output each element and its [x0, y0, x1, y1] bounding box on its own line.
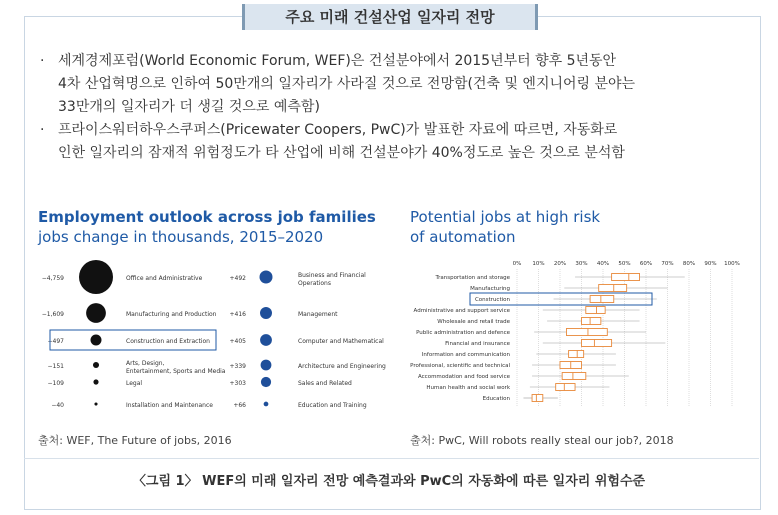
x-tick-label: 20%: [553, 261, 567, 267]
loss-category-label: Construction and Extraction: [126, 338, 210, 345]
iqr-box: [612, 274, 640, 281]
x-tick-label: 60%: [639, 261, 653, 267]
loss-category-label: Office and Administrative: [126, 275, 203, 282]
loss-category-label: Entertainment, Sports and Media: [126, 368, 226, 375]
x-tick-label: 70%: [661, 261, 674, 267]
gain-category-label: Education and Training: [298, 402, 367, 409]
gain-category-label: Business and Financial: [298, 272, 366, 279]
figure-title: 주요 미래 건설산업 일자리 전망: [242, 4, 538, 30]
loss-category-label: Manufacturing and Production: [126, 311, 217, 318]
x-tick-label: 80%: [682, 261, 696, 267]
bullet-line: 인한 일자리의 잠재적 위험정도가 타 산업에 비해 건설분야가 40%정도로 높은 것으로 분석함: [58, 145, 625, 161]
iqr-box: [582, 318, 601, 325]
loss-value-label: −4,759: [41, 275, 64, 282]
right-chart-title-line1: Potential jobs at high risk: [410, 208, 601, 226]
left-chart-title: [38, 207, 376, 247]
gain-category-label: Architecture and Engineering: [298, 363, 386, 370]
loss-bubble: [93, 362, 99, 368]
bullet-line: 33만개의 일자리가 더 생길 것으로 예측함): [58, 99, 320, 115]
left-chart-title-line1: Employment outlook across job families: [38, 208, 376, 226]
gain-bubble: [260, 307, 272, 319]
figure-caption: 〈그림 1〉 WEF의 미래 일자리 전망 예측결과와 PwC의 자동화에 따른 일자리 위험수준: [132, 474, 646, 489]
loss-category-label: Legal: [126, 380, 143, 387]
loss-bubble: [91, 335, 102, 346]
x-tick-label: 40%: [596, 261, 610, 267]
gain-bubble: [260, 271, 273, 284]
bullet-item: [38, 50, 748, 119]
bullet-line: 4차 산업혁명으로 인하여 50만개의 일자리가 사라질 것으로 전망함(건축 및 엔지니어링 분야는: [58, 76, 636, 92]
category-label: Construction: [474, 297, 510, 303]
category-label: Information and communication: [421, 352, 510, 358]
iqr-box: [556, 384, 575, 391]
gain-category-label: Management: [298, 311, 338, 318]
right-chart-source: 출처: PwC, Will robots really steal our job?, 2018: [410, 434, 674, 447]
x-tick-label: 0%: [512, 261, 522, 267]
iqr-box: [582, 340, 612, 347]
x-tick-label: 90%: [704, 261, 717, 267]
left-chart-title-line2: jobs change in thousands, 2015–2020: [38, 228, 324, 246]
iqr-box: [590, 296, 614, 303]
iqr-box: [562, 373, 586, 380]
category-label: Wholesale and retail trade: [437, 319, 510, 325]
iqr-box: [532, 395, 543, 402]
gain-value-label: +416: [229, 311, 246, 318]
category-label: Education: [482, 396, 510, 402]
gain-category-label: Sales and Related: [298, 380, 352, 387]
category-label: Professional, scientific and technical: [410, 363, 510, 369]
iqr-box: [599, 285, 627, 292]
gain-value-label: +339: [229, 363, 246, 370]
category-label: Financial and insurance: [445, 341, 510, 347]
loss-category-label: Installation and Maintenance: [126, 402, 213, 409]
loss-bubble: [94, 402, 97, 405]
gain-bubble: [260, 334, 272, 346]
gain-bubble: [261, 377, 271, 387]
caption-divider: [24, 458, 759, 459]
iqr-box: [569, 351, 584, 358]
iqr-box: [566, 329, 607, 336]
category-label: Transportation and storage: [435, 275, 510, 281]
bullet-marker: ·: [40, 53, 45, 69]
category-label: Administrative and support service: [413, 308, 510, 314]
loss-category-label: Arts, Design,: [126, 360, 165, 367]
category-label: Manufacturing: [470, 286, 510, 292]
automation-risk-boxplot: [400, 255, 745, 420]
bullet-line: 프라이스워터하우스쿠퍼스(Pricewater Coopers, PwC)가 발표한 자료에 따르면, 자동화로: [58, 122, 618, 138]
loss-bubble: [79, 260, 113, 294]
loss-bubble: [86, 303, 106, 323]
category-label: Accommodation and food service: [417, 374, 510, 380]
bullet-marker: ·: [40, 122, 45, 138]
gain-category-label: Operations: [298, 280, 331, 287]
x-tick-label: 100%: [724, 261, 740, 267]
loss-value-label: −40: [51, 402, 64, 409]
iqr-box: [586, 307, 605, 314]
right-chart-title: [410, 207, 600, 247]
gain-bubble: [264, 402, 269, 407]
x-tick-label: 10%: [532, 261, 545, 267]
employment-bubble-chart: [38, 252, 388, 422]
category-label: Public administration and defence: [416, 330, 510, 336]
loss-value-label: −109: [47, 380, 64, 387]
loss-value-label: −497: [47, 338, 64, 345]
gain-value-label: +492: [229, 275, 246, 282]
gain-value-label: +66: [233, 402, 246, 409]
gain-value-label: +303: [229, 380, 246, 387]
right-chart-title-line2: of automation: [410, 228, 516, 246]
loss-value-label: −1,609: [41, 311, 64, 318]
left-chart-source: 출처: WEF, The Future of jobs, 2016: [38, 434, 232, 447]
bullet-list: [38, 50, 748, 165]
category-label: Human health and social work: [426, 385, 510, 391]
gain-bubble: [261, 360, 272, 371]
gain-category-label: Computer and Mathematical: [298, 338, 384, 345]
bullet-item: [38, 119, 748, 165]
gain-value-label: +405: [229, 338, 246, 345]
loss-value-label: −151: [47, 363, 64, 370]
bullet-line: 세계경제포럼(World Economic Forum, WEF)은 건설분야에서 2015년부터 향후 5년동안: [58, 53, 617, 69]
loss-bubble: [93, 379, 98, 384]
x-tick-label: 50%: [618, 261, 631, 267]
x-tick-label: 30%: [575, 261, 588, 267]
